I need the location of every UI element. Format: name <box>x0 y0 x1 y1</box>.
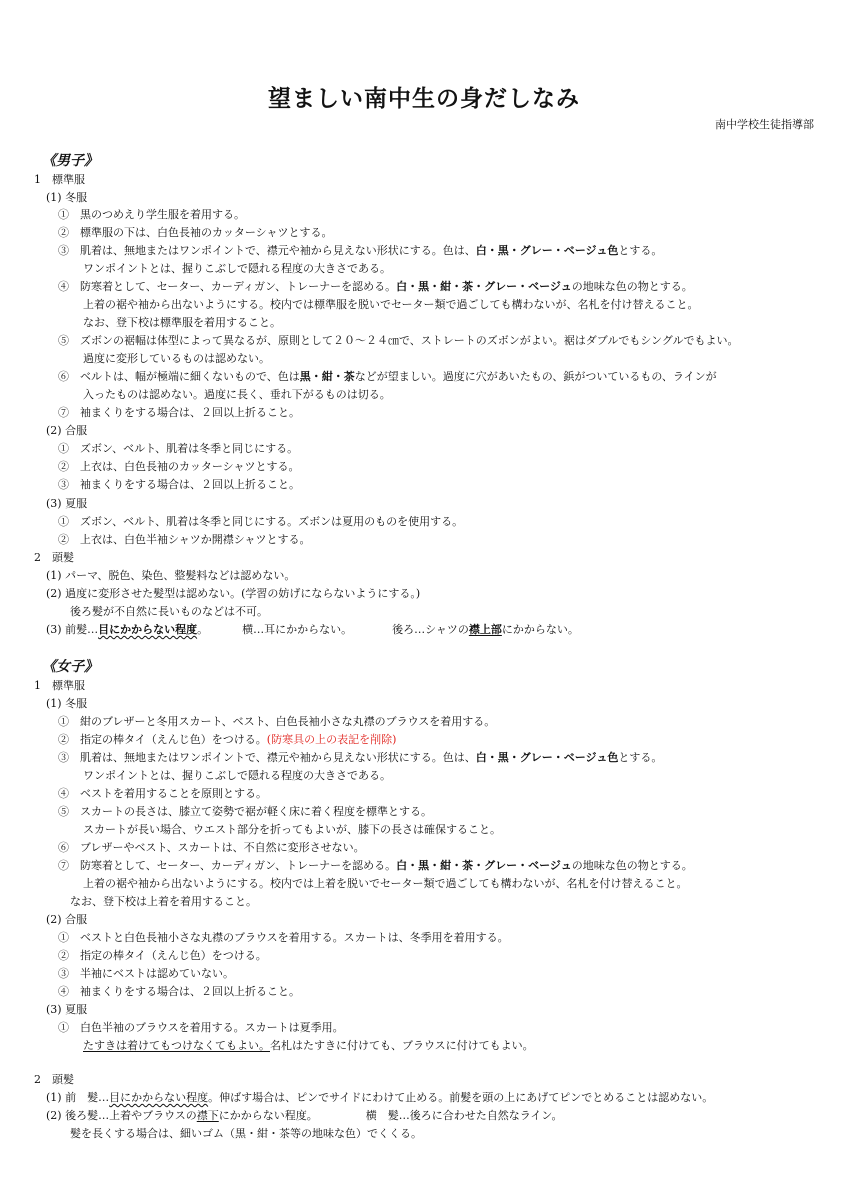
boys-summer-item: ① ズボン、ベルト、肌着は冬季と同じにする。ズボンは夏用のものを使用する。 <box>58 515 464 528</box>
department-name: 南中学校生徒指導部 <box>715 118 814 131</box>
boys-midseason-item: ③ 袖まくりをする場合は、２回以上折ること。 <box>58 478 300 491</box>
girls-winter-heading: (1) 冬服 <box>46 697 88 710</box>
deletion-note: (防寒具の上の表記を削除) <box>266 733 397 746</box>
girls-winter-note: ワンポイントとは、握りこぶしで隠れる程度の大きさである。 <box>83 769 391 782</box>
boys-winter-note: 入ったものは認めない。過度に長く、垂れ下がるものは切る。 <box>83 388 391 401</box>
girls-section-uniform: 1 標準服 <box>34 679 85 692</box>
girls-summer-note: たすきは着けてもつけなくてもよい。名札はたすきに付けても、ブラウスに付けてもよい。 <box>83 1039 534 1052</box>
boys-hair-item: (3) 前髪…目にかからない程度。 横…耳にかからない。 後ろ…シャツの襟上部にかからない。 <box>46 623 579 636</box>
girls-midseason-item: ① ベストと白色長袖小さな丸襟のブラウスを着用する。スカートは、冬季用を着用する。 <box>58 931 509 944</box>
girls-heading: 《女子》 <box>42 659 98 675</box>
boys-winter-item: ② 標準服の下は、白色長袖のカッターシャツとする。 <box>58 226 333 239</box>
boys-winter-heading: (1) 冬服 <box>46 191 88 204</box>
girls-hair-item: (1) 前 髪…目にかからない程度。伸ばす場合は、ピンでサイドにわけて止める。前髪を頭の上にあげてピンでとめることは認めない。 <box>46 1091 714 1104</box>
boys-winter-note: なお、登下校は標準服を着用すること。 <box>83 316 281 329</box>
boys-winter-note: 上着の裾や袖から出ないようにする。校内では標準服を脱いでセーター類で過ごしても構わないが、名札を付け替えること。 <box>83 298 699 311</box>
girls-winter-note: スカートが長い場合、ウエスト部分を折ってもよいが、膝下の長さは確保すること。 <box>83 823 501 836</box>
girls-hair-item: (2) 後ろ髪…上着やブラウスの襟下にかからない程度。 横 髪…後ろに合わせた自然なライン。 <box>46 1109 563 1122</box>
boys-midseason-item: ① ズボン、ベルト、肌着は冬季と同じにする。 <box>58 442 299 455</box>
girls-hair-note: 髪を長くする場合は、細いゴム（黒・紺・茶等の地味な色）でくくる。 <box>70 1127 422 1140</box>
boys-winter-item: ⑤ ズボンの裾幅は体型によって異なるが、原則として２０～２４㎝で、ストレートのズボンがよい。裾はダブルでもシングルでもよい。 <box>58 334 739 347</box>
girls-summer-heading: (3) 夏服 <box>46 1003 88 1016</box>
boys-winter-note: 過度に変形しているものは認めない。 <box>83 352 270 365</box>
boys-midseason-heading: (2) 合服 <box>46 424 88 437</box>
girls-winter-note: なお、登下校は上着を着用すること。 <box>70 895 257 908</box>
girls-summer-item: ① 白色半袖のブラウスを着用する。スカートは夏季用。 <box>58 1021 344 1034</box>
boys-midseason-item: ② 上衣は、白色長袖のカッターシャツとする。 <box>58 460 300 473</box>
boys-winter-note: ワンポイントとは、握りこぶしで隠れる程度の大きさである。 <box>83 262 391 275</box>
boys-winter-item: ③ 肌着は、無地またはワンポイントで、襟元や袖から見えない形状にする。色は、白・黒・グレー・ベージュ色とする。 <box>58 244 663 257</box>
boys-section-hair: 2 頭髪 <box>34 551 74 564</box>
girls-section-hair: 2 頭髪 <box>34 1073 74 1086</box>
girls-midseason-item: ④ 袖まくりをする場合は、２回以上折ること。 <box>58 985 300 998</box>
boys-section-uniform: 1 標準服 <box>34 173 85 186</box>
girls-midseason-item: ② 指定の棒タイ（えんじ色）をつける。 <box>58 949 267 962</box>
girls-winter-item: ④ ベストを着用することを原則とする。 <box>58 787 267 800</box>
girls-midseason-item: ③ 半袖にベストは認めていない。 <box>58 967 234 980</box>
girls-winter-item: ② 指定の棒タイ（えんじ色）をつける。(防寒具の上の表記を削除) <box>58 733 397 746</box>
girls-winter-item: ⑥ ブレザーやベスト、スカートは、不自然に変形させない。 <box>58 841 365 854</box>
boys-summer-heading: (3) 夏服 <box>46 497 88 510</box>
boys-winter-item: ① 黒のつめえり学生服を着用する。 <box>58 208 245 221</box>
boys-winter-item: ⑦ 袖まくりをする場合は、２回以上折ること。 <box>58 406 300 419</box>
boys-winter-item: ⑥ ベルトは、幅が極端に細くないもので、色は黒・紺・茶などが望ましい。過度に穴があいたもの、鋲がついているもの、ラインが <box>58 370 717 383</box>
girls-winter-item: ① 紺のブレザーと冬用スカート、ベスト、白色長袖小さな丸襟のブラウスを着用する。 <box>58 715 496 728</box>
boys-winter-item: ④ 防寒着として、セーター、カーディガン、トレーナーを認める。白・黒・紺・茶・グレー・ベージュの地味な色の物とする。 <box>58 280 693 293</box>
girls-midseason-heading: (2) 合服 <box>46 913 88 926</box>
girls-winter-item: ⑦ 防寒着として、セーター、カーディガン、トレーナーを認める。白・黒・紺・茶・グレー・ベージュの地味な色の物とする。 <box>58 859 693 872</box>
boys-hair-note: 後ろ髪が不自然に長いものなどは不可。 <box>70 605 268 618</box>
page-title: 望ましい南中生の身だしなみ <box>268 86 580 112</box>
girls-winter-item: ③ 肌着は、無地またはワンポイントで、襟元や袖から見えない形状にする。色は、白・黒・グレー・ベージュ色とする。 <box>58 751 663 764</box>
boys-summer-item: ② 上衣は、白色半袖シャツか開襟シャツとする。 <box>58 533 311 546</box>
boys-hair-item: (2) 過度に変形させた髪型は認めない。(学習の妨げにならないようにする。) <box>46 587 421 600</box>
girls-winter-note: 上着の裾や袖から出ないようにする。校内では上着を脱いでセーター類で過ごしても構わないが、名札を付け替えること。 <box>83 877 688 890</box>
boys-hair-item: (1) パーマ、脱色、染色、整髪料などは認めない。 <box>46 569 296 582</box>
girls-winter-item: ⑤ スカートの長さは、膝立て姿勢で裾が軽く床に着く程度を標準とする。 <box>58 805 432 818</box>
boys-heading: 《男子》 <box>42 153 98 169</box>
